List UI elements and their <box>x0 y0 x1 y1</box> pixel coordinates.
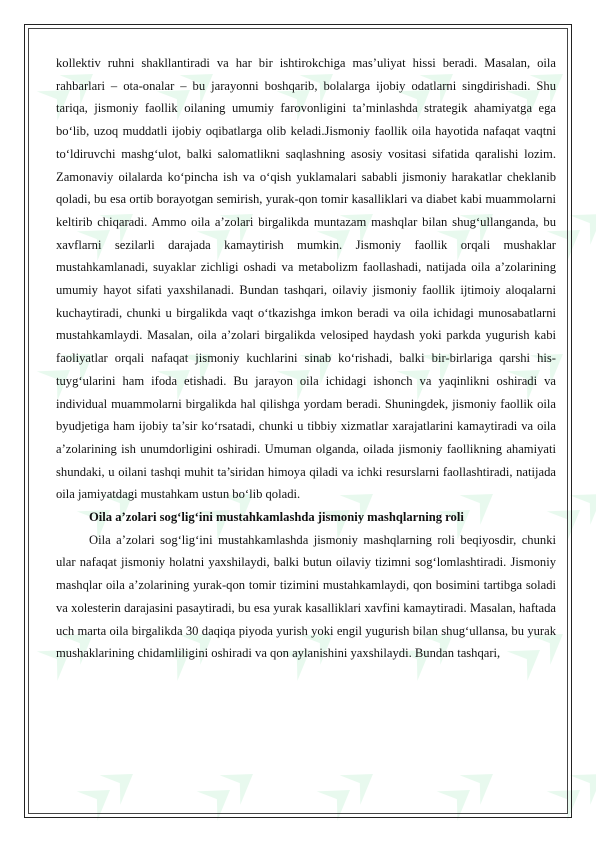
paragraph-2: Oila a’zolari sog‘lig‘ini mustahkamlashda jismoniy mashqlarning roli beqiyosdir, chunki ular nafaqat jismoniy holatni yaxshilaydi, balki butun oilaviy tizimni sog‘lomlashtiradi. Jismoniy mashqlar oila a’zolarining yurak-qon tomir tizimini mustahkamlaydi, qon bosimini tartibga soladi va xolesterin darajasini pasaytiradi, bu esa yurak kasalliklari xavfini kamaytiradi. Masalan, haftada uch marta oila birgalikda 30 daqiqa piyoda yurish yoki engil yugurish bilan shug‘ullansa, bu yurak mushaklarining chidamliligini oshiradi va qon aylanishini yaxshilaydi. Bundan tashqari, <box>56 532 556 661</box>
section-heading: Oila a’zolari sog‘lig‘ini mustahkamlashda jismoniy mashqlarning roli <box>89 510 464 525</box>
document-body <box>56 52 556 665</box>
paragraph-1: kollektiv ruhni shakllantiradi va har bir ishtirokchiga mas’uliyat hissi beradi. Masalan, oila rahbarlari – ota-onalar – bu jarayonni boshqarib, bolalarga ijobiy odatlarni singdirishadi. Shu tariqa, jismoniy faollik oilaning umumiy farovonligini ta’minlashda strategik ahamiyatga ega bo‘lib, uzoq muddatli ijobiy oqibatlarga olib keladi.Jismoniy faollik oila hayotida nafaqat vaqtni to‘ldiruvchi mashg‘ulot, balki salomatlikni saqlashning asosiy vositasi sifatida qaralishi lozim. Zamonaviy oilalarda ko‘pincha ish va o‘qish yuklamalari sababli jismoniy harakatlar cheklanib qoladi, bu esa ortib borayotgan semirish, yurak-qon tomir kasalliklari va diabet kabi muammolarni keltirib chiqaradi. Ammo oila a’zolari birgalikda muntazam mashqlar bilan shug‘ullanganda, bu xavflarni sezilarli darajada kamaytirish mumkin. Jismoniy faollik orqali mushaklar mustahkamlanadi, suyaklar zichligi oshadi va metabolizm faollashadi, natijada oila a’zolarining umumiy hayot sifati yaxshilanadi. Bundan tashqari, oilaviy jismoniy faollik ijtimoiy aloqalarni kuchaytiradi, chunki u birgalikda vaqt o‘tkazishga imkon beradi va oila ichidagi munosabatlarni mustahkamlaydi. Masalan, oila a’zolari birgalikda velosiped haydash yoki parkda yugurish kabi faoliyatlar orqali nafaqat jismoniy kuchlarini sinab ko‘rishadi, balki bir-birlariga qarshi his-tuyg‘ularini ham ifoda etishadi. Bu jarayon oila ichidagi ishonch va yaqinlikni oshiradi va individual muammolarni birgalikda hal qilishga yordam beradi. Shuningdek, jismoniy faollik oila byudjetiga ham ijobiy ta’sir ko‘rsatadi, chunki u tibbiy xizmatlar xarajatlarini kamaytiradi va oila a’zolarining ish unumdorligini oshiradi. Umuman olganda, oilada jismoniy faollikning ahamiyati shundaki, u oilani tashqi muhit ta’siridan himoya qiladi va ichki resurslarni faollashtiradi, natijada oila jamiyatdagi mustahkam ustun bo‘lib qoladi. <box>56 56 556 502</box>
